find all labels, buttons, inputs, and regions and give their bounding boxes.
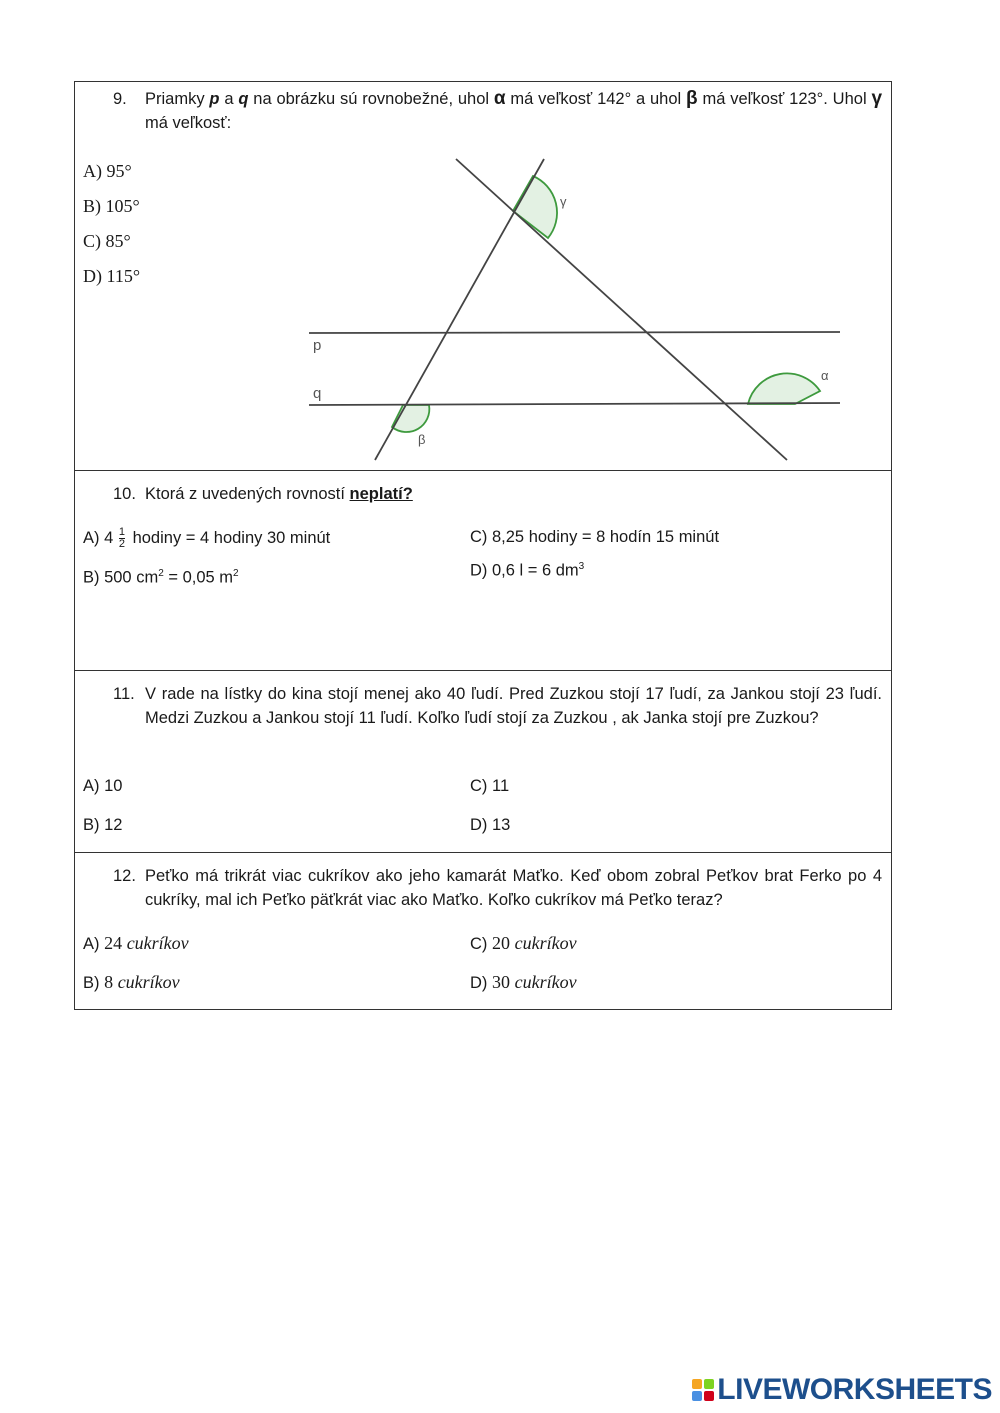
question-11-text: [113, 682, 882, 730]
option-unit: cukríkov: [117, 972, 180, 992]
question-10: [75, 471, 891, 671]
option-label: B): [83, 974, 100, 992]
answer-option-b[interactable]: B) 12: [83, 816, 123, 834]
label-beta: β: [418, 432, 426, 447]
superscript: 3: [578, 561, 585, 572]
liveworksheets-logo[interactable]: [692, 1373, 992, 1407]
text-part: má veľkosť:: [145, 114, 232, 132]
option-number: 30: [492, 972, 511, 992]
answer-option-c[interactable]: C) 8,25 hodiny = 8 hodín 15 minút: [470, 528, 720, 546]
angle-gamma-arc: [513, 176, 557, 238]
logo-tile: [692, 1379, 702, 1389]
text-part: na obrázku sú rovnobežné, uhol: [253, 90, 490, 108]
answer-option-d[interactable]: D) 13: [470, 816, 511, 834]
question-number: 12.: [113, 867, 136, 885]
fraction-numerator: 1: [118, 526, 125, 539]
question-number: 11.: [113, 685, 135, 703]
answer-option-d[interactable]: [470, 556, 584, 582]
emphasis-text: neplatí?: [349, 485, 413, 503]
text-part: má veľkosť 142° a uhol: [510, 90, 682, 108]
worksheet-table: [74, 81, 892, 1010]
logo-tile: [692, 1391, 702, 1401]
option-number: 20: [492, 933, 511, 953]
option-text: B) 500 cm: [83, 568, 159, 587]
option-label: A): [83, 935, 100, 953]
line-p: [309, 332, 840, 333]
text-part: a: [224, 90, 234, 108]
option-label: D): [470, 974, 488, 992]
answer-option-c[interactable]: C) 85°: [83, 231, 131, 251]
question-12: [75, 853, 891, 1009]
question-body: Peťko má trikrát viac cukríkov ako jeho kamarát Maťko. Keď obom zobral Peťkov brat Ferko po 4 cukríky, mal ich Peťko päťkrát viac ako Maťko. Koľko cukríkov má Peťko teraz?: [145, 867, 882, 909]
logo-tile: [704, 1379, 714, 1389]
answer-option-b[interactable]: [83, 971, 180, 994]
question-body: V rade na lístky do kina stojí menej ako 40 ľudí. Pred Zuzkou stojí 17 ľudí, za Jankou stojí 23 ľudí. Medzi Zuzkou a Jankou stojí 11 ľudí. Koľko ľudí stojí za Zuzkou , ak Janka stojí pre Zuzkou?: [145, 685, 882, 727]
gamma-symbol: γ: [871, 88, 883, 109]
option-label: C): [470, 935, 488, 953]
answer-option-d[interactable]: D) 115°: [83, 266, 141, 286]
answer-option-c[interactable]: [470, 932, 577, 955]
beta-symbol: β: [686, 88, 698, 109]
question-number: 9.: [113, 90, 127, 108]
alpha-symbol: α: [493, 88, 506, 109]
logo-mark-icon: [692, 1379, 714, 1401]
label-q: q: [313, 385, 322, 402]
superscript: 2: [158, 568, 164, 579]
option-text: A) 4: [83, 529, 114, 547]
question-number: 10.: [113, 485, 136, 503]
option-text: = 0,05 m: [163, 568, 234, 587]
logo-text: LIVEWORKSHEETS: [717, 1373, 992, 1406]
fraction-denominator: 2: [118, 538, 125, 551]
option-unit: cukríkov: [514, 933, 577, 953]
question-11: [75, 671, 891, 853]
answer-option-a[interactable]: [83, 932, 189, 955]
line-q-label: q: [238, 90, 249, 108]
answer-option-b[interactable]: B) 105°: [83, 196, 140, 216]
label-alpha: α: [821, 368, 829, 383]
option-unit: cukríkov: [514, 972, 577, 992]
transversal-1: [375, 159, 544, 460]
answer-option-a[interactable]: A) 10: [83, 777, 123, 795]
option-text: D) 0,6 l = 6 dm: [470, 561, 579, 580]
logo-tile: [704, 1391, 714, 1401]
question-9-text: [113, 87, 882, 135]
text-part: má veľkosť 123°. Uhol: [702, 90, 867, 108]
superscript: 2: [233, 568, 239, 579]
parallel-lines-figure: [305, 154, 845, 466]
answer-option-a[interactable]: [83, 527, 330, 550]
line-p-label: p: [209, 90, 220, 108]
option-unit: cukríkov: [126, 933, 189, 953]
answer-option-b[interactable]: [83, 563, 239, 589]
label-gamma: γ: [560, 194, 567, 209]
fraction: [119, 527, 125, 550]
label-p: p: [313, 337, 322, 354]
answer-option-d[interactable]: [470, 971, 577, 994]
angle-alpha-arc: [748, 373, 820, 404]
question-12-text: [113, 864, 882, 912]
option-number: 24: [104, 933, 123, 953]
option-number: 8: [104, 972, 114, 992]
question-9: [75, 82, 891, 471]
question-10-text: [113, 482, 882, 506]
answer-option-a[interactable]: A) 95°: [83, 161, 132, 181]
text-part: Ktorá z uvedených rovností: [145, 485, 345, 503]
answer-option-c[interactable]: C) 11: [470, 777, 510, 795]
option-text: hodiny = 4 hodiny 30 minút: [132, 529, 331, 547]
transversal-2: [456, 159, 787, 460]
text-part: Priamky: [145, 90, 205, 108]
